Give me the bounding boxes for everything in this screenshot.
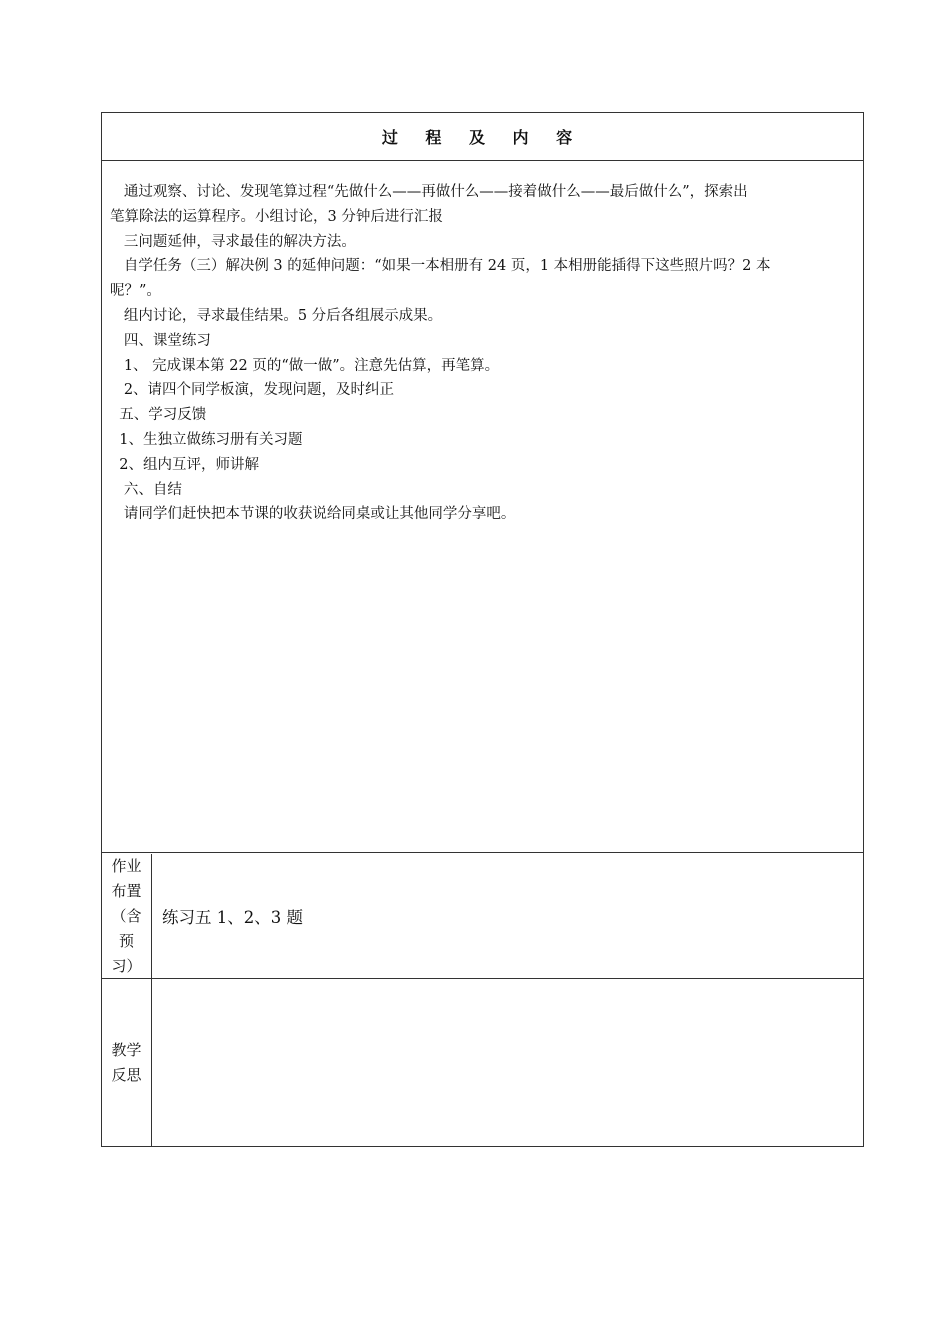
content-line: 组内讨论，寻求最佳结果。5 分后各组展示成果。 (110, 307, 443, 324)
content-line: 六、自结 (110, 481, 182, 498)
content-line: 2、请四个同学板演，发现问题，及时纠正 (110, 382, 395, 399)
content-line: 三问题延伸，寻求最佳的解决方法。 (110, 233, 356, 250)
homework-label: 作业 布置 （含 预 习） (111, 856, 142, 975)
content-line: 通过观察、讨论、发现笔算过程“先做什么——再做什么——接着做什么——最后做什么”，探索出 (110, 184, 748, 200)
content-line: 自学任务（三）解决例 3 的延伸问题：“如果一本相册有 24 页，1 本相册能插得下这些照片吗？2 本 (110, 258, 771, 275)
content-line: 笔算除法的运算程序。小组讨论，3 分钟后进行汇报 (110, 208, 443, 225)
reflection-label: 教学 反思 (111, 1040, 142, 1084)
reflection-label-cell (102, 979, 152, 1146)
homework-text: 练习五 1、2、3 题 (162, 908, 303, 927)
content-line: 1、 完成课本第 22 页的“做一做”。注意先估算，再笔算。 (110, 357, 500, 374)
section-header: 过 程 及 内 容 (102, 113, 863, 161)
content-line: 五、学习反馈 (110, 407, 207, 424)
content-line: 2、组内互评，师讲解 (110, 456, 259, 473)
content-line: 呢？”。 (110, 283, 161, 300)
content-line: 1、生独立做练习册有关习题 (110, 431, 303, 448)
content-line: 四、课堂练习 (110, 332, 211, 349)
content-line: 请同学们赶快把本节课的收获说给同桌或让其他同学分享吧。 (110, 506, 516, 523)
homework-label-cell (102, 854, 152, 978)
homework-row (102, 854, 863, 979)
reflection-row (102, 979, 863, 1146)
process-content (102, 161, 863, 853)
lesson-table (101, 112, 864, 1147)
